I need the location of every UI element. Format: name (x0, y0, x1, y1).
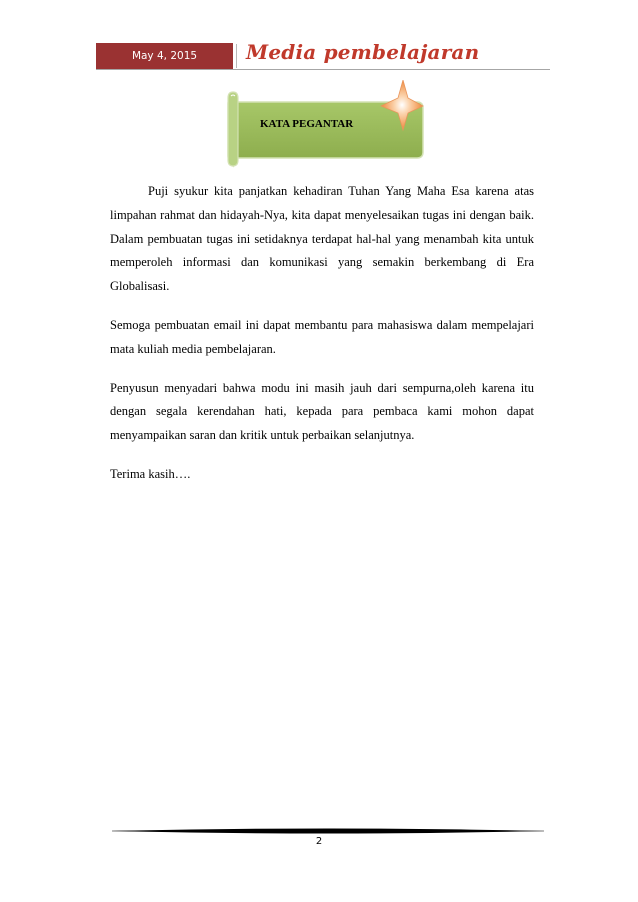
header-rule (96, 69, 550, 70)
header-divider (236, 44, 237, 68)
page-number: 2 (315, 836, 323, 847)
footer-divider (112, 827, 544, 835)
title-banner (225, 80, 425, 170)
paragraph: Puji syukur kita panjatkan kehadiran Tuhan Yang Maha Esa karena atas limpahan rahmat dan hidayah-Nya, kita dapat menyelesaikan tugas ini dengan baik. Dalam pembuatan tugas ini setidaknya terdapat hal-hal yang menambah kita untuk memperoleh informasi dan komunikasi yang semakin berkembang di Era Globalisasi. (110, 184, 534, 294)
header-title: Media pembelajaran (246, 40, 480, 64)
preface-body (110, 180, 534, 502)
paragraph: Semoga pembuatan email ini dapat membantu para mahasiswa dalam mempelajari mata kuliah media pembelajaran. (110, 317, 534, 356)
paragraph: Terima kasih…. (110, 466, 191, 481)
header-date: May 4, 2015 (96, 43, 233, 69)
banner-label: KATA PEGANTAR (260, 118, 354, 130)
paragraph: Penyusun menyadari bahwa modu ini masih jauh dari sempurna,oleh karena itu dengan segala kerendahan hati, kepada para pembaca kami mohon dapat menyampaikan saran dan kritik untuk perbaikan selanjutnya. (110, 380, 534, 443)
